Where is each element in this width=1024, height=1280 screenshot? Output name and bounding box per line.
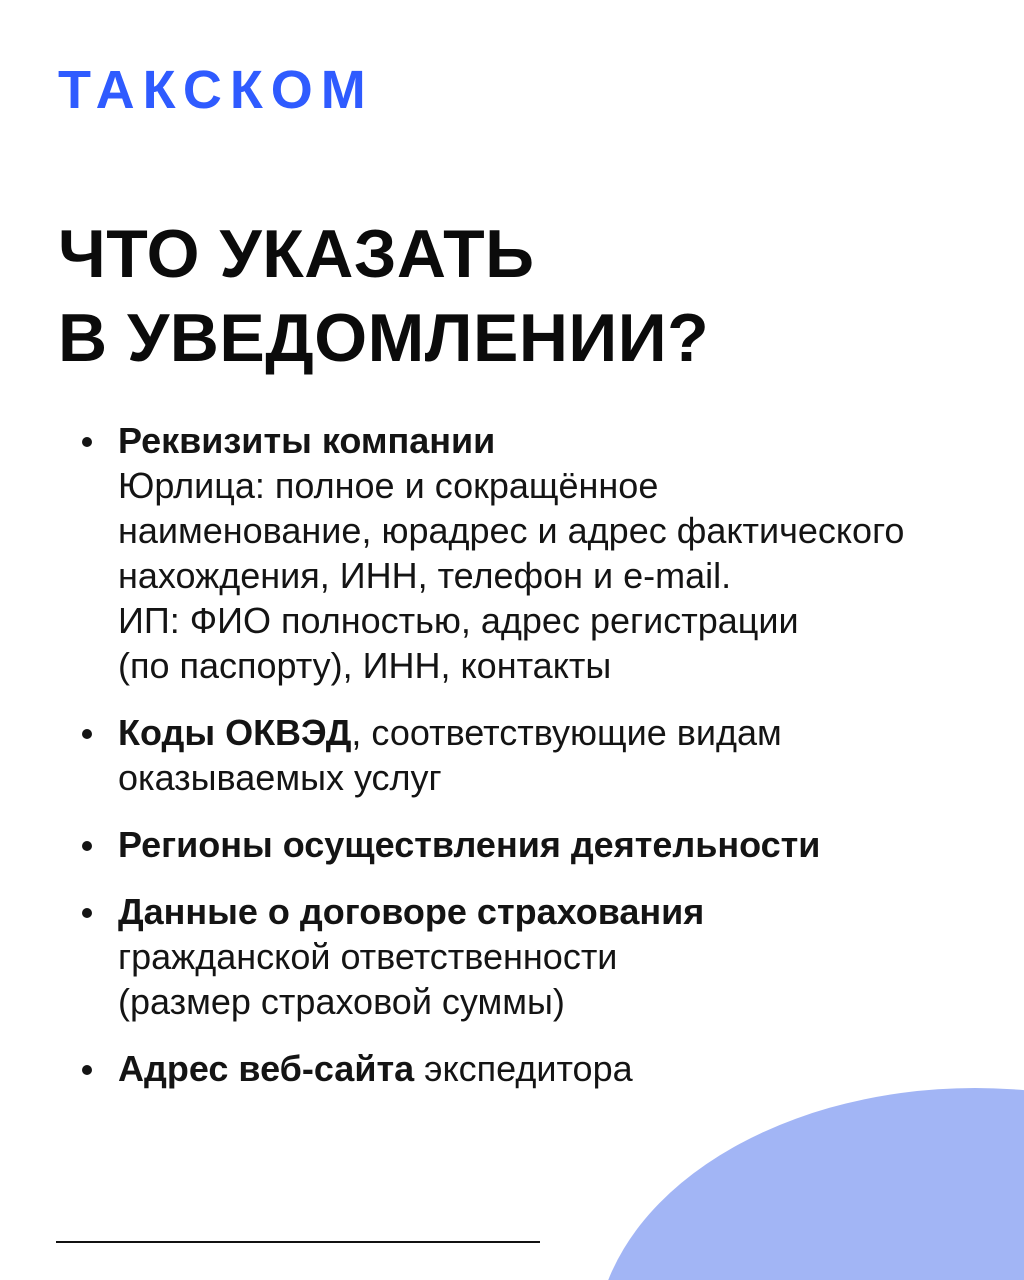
list-item-company-details — [82, 418, 982, 688]
bullet-icon — [82, 1065, 92, 1075]
list-item-website — [82, 1046, 982, 1091]
item-text-line: (размер страховой суммы) — [118, 981, 565, 1022]
title-line-1: ЧТО УКАЗАТЬ — [58, 216, 535, 292]
title-line-2: В УВЕДОМЛЕНИИ? — [58, 300, 710, 376]
item-heading: Регионы осуществления деятельности — [118, 824, 821, 865]
item-text-line: наименование, юрадрес и адрес фактического — [118, 510, 905, 551]
bullet-icon — [82, 729, 92, 739]
item-text-line: ИП: ФИО полностью, адрес регистрации — [118, 600, 799, 641]
item-heading: Коды ОКВЭД — [118, 712, 352, 753]
item-inline-text: , соответствующие видам — [351, 712, 782, 753]
requirements-list — [82, 418, 982, 1113]
brand-logo: ТАКСКОМ — [58, 60, 374, 120]
item-heading: Адрес веб-сайта — [118, 1048, 415, 1089]
item-heading: Данные о договоре страхования — [118, 891, 705, 932]
bullet-icon — [82, 841, 92, 851]
decorative-blob — [595, 1088, 1024, 1280]
item-text-line: оказываемых услуг — [118, 757, 442, 798]
list-item-regions — [82, 822, 982, 867]
item-inline-text: экспедитора — [414, 1048, 633, 1089]
page-title — [58, 212, 709, 380]
list-item-okved-codes — [82, 710, 982, 800]
bullet-icon — [82, 437, 92, 447]
item-text-line: гражданской ответственности — [118, 936, 618, 977]
footer-divider — [56, 1241, 540, 1243]
item-text-line: нахождения, ИНН, телефон и e-mail. — [118, 555, 732, 596]
item-text-line: Юрлица: полное и сокращённое — [118, 465, 659, 506]
bullet-icon — [82, 908, 92, 918]
list-item-insurance — [82, 889, 982, 1024]
item-text-line: (по паспорту), ИНН, контакты — [118, 645, 612, 686]
item-heading: Реквизиты компании — [118, 420, 496, 461]
